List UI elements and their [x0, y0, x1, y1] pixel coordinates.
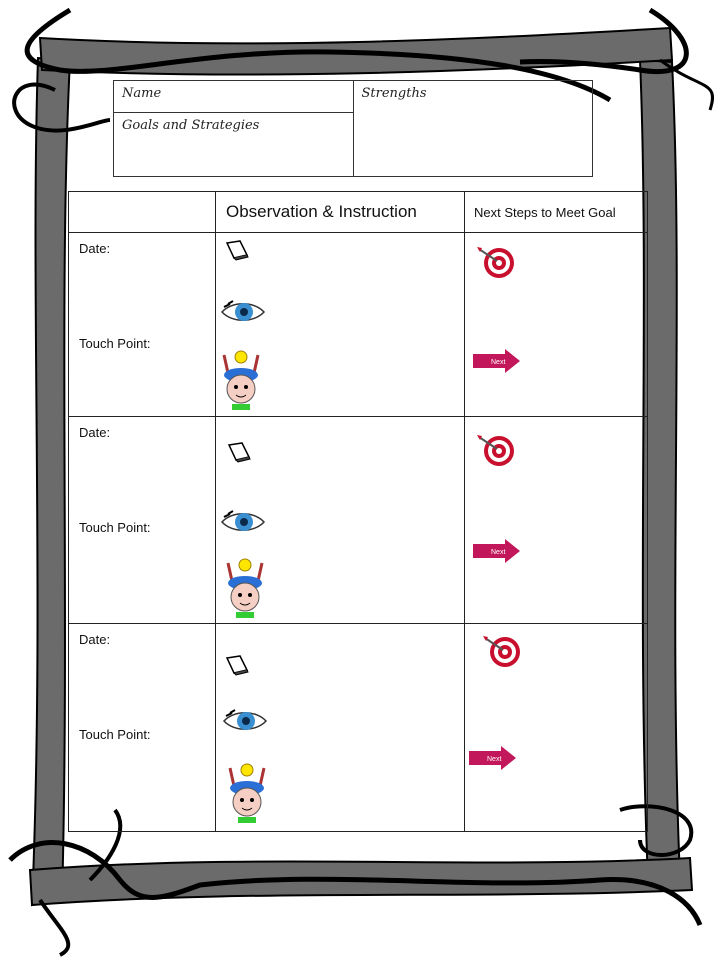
student-info-table	[113, 80, 593, 177]
name-cell[interactable]	[114, 81, 354, 113]
observation-cell[interactable]	[216, 417, 465, 624]
observation-cell[interactable]	[216, 233, 465, 417]
date-touchpoint-cell[interactable]	[69, 233, 216, 417]
next-arrow-text: Next	[491, 359, 506, 366]
touch-point-label: Touch Point:	[79, 336, 151, 351]
goals-label: Goals and Strategies	[122, 118, 260, 133]
date-label: Date:	[79, 632, 111, 647]
next-arrow-text: Next	[491, 549, 506, 556]
date-label: Date:	[79, 241, 111, 256]
target-icon	[475, 245, 517, 279]
eye-icon	[220, 509, 266, 535]
eye-icon	[222, 708, 268, 734]
lightbulb-thinker-icon	[218, 349, 264, 411]
observation-table	[68, 191, 648, 832]
date-touchpoint-cell[interactable]	[69, 417, 216, 624]
next-steps-cell[interactable]	[465, 417, 648, 624]
next-steps-cell[interactable]	[465, 233, 648, 417]
target-icon	[475, 433, 517, 467]
table-row	[69, 233, 648, 417]
target-icon	[481, 634, 523, 668]
next-arrow-icon[interactable]	[473, 539, 521, 563]
table-row	[69, 417, 648, 624]
notebook-icon	[224, 239, 250, 261]
next-arrow-icon[interactable]	[473, 349, 521, 373]
touch-point-label: Touch Point:	[79, 520, 151, 535]
strengths-label: Strengths	[361, 86, 427, 101]
date-label: Date:	[79, 425, 111, 440]
table-row	[69, 624, 648, 832]
next-steps-cell[interactable]	[465, 624, 648, 832]
lightbulb-thinker-icon	[224, 762, 270, 824]
eye-icon	[220, 299, 266, 325]
strengths-cell[interactable]	[353, 81, 593, 177]
touch-point-label: Touch Point:	[79, 727, 151, 742]
notebook-icon	[226, 441, 252, 463]
header-next-steps: Next Steps to Meet Goal	[465, 192, 648, 233]
header-empty-cell	[69, 192, 216, 233]
header-observation: Observation & Instruction	[216, 192, 465, 233]
date-touchpoint-cell[interactable]	[69, 624, 216, 832]
name-label: Name	[122, 86, 162, 101]
next-arrow-icon[interactable]	[469, 746, 517, 770]
notebook-icon	[224, 654, 250, 676]
goals-cell[interactable]	[114, 113, 354, 177]
next-arrow-text: Next	[487, 756, 502, 763]
observation-cell[interactable]	[216, 624, 465, 832]
lightbulb-thinker-icon	[222, 557, 268, 619]
